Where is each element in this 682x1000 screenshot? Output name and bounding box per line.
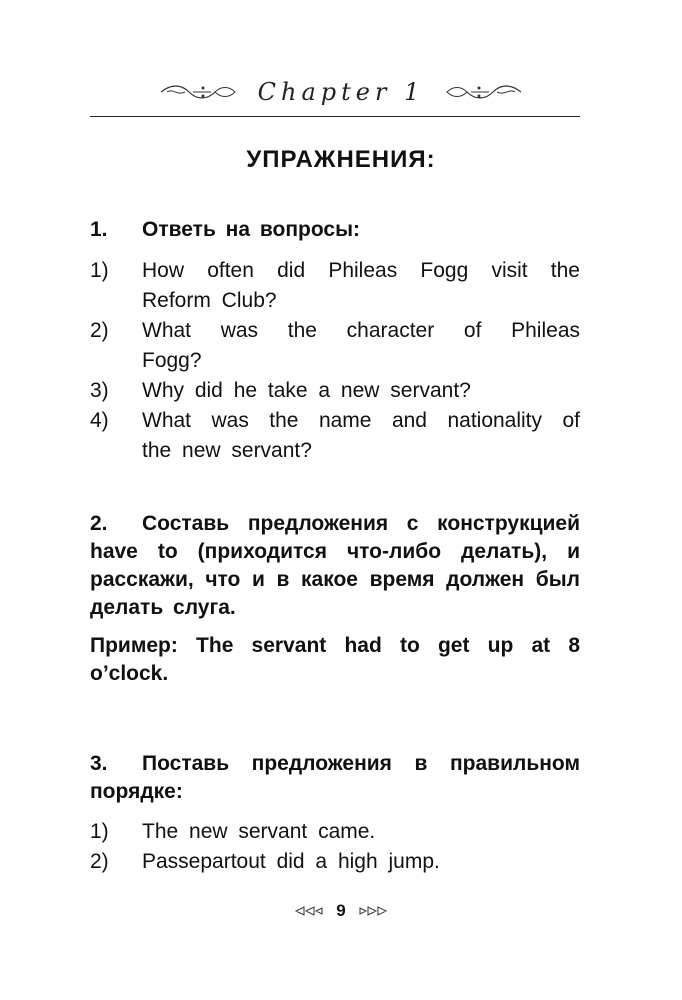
footer-right-ornament-icon (358, 905, 388, 917)
question-1-line-2: Reform Club? (142, 289, 277, 312)
question-3: 3) Why did he take a new servant? (90, 379, 471, 402)
exercise-3-text: 3. Поставь предложения в правильном порядке: (90, 752, 580, 803)
exercise-2-number: 2. (90, 512, 108, 535)
question-1-line-1: 1) How often did Phileas Fogg visit the (90, 259, 580, 282)
sentence-1: 1) The new servant came. (90, 820, 376, 843)
exercise-3-sentences (90, 817, 580, 877)
question-2-line-1: 2) What was the character of Phileas (90, 319, 580, 342)
header-rule (90, 116, 580, 117)
right-ornament-icon (443, 82, 523, 102)
exercise-2-example: Пример: The servant had to get up at 8 o’clock. (90, 634, 580, 685)
page-title: УПРАЖНЕНИЯ: (246, 146, 436, 173)
left-ornament-icon (159, 82, 239, 102)
exercise-1-questions (90, 256, 580, 466)
sentence-2: 2) Passepartout did a high jump. (90, 850, 440, 873)
question-4-line-1: 4) What was the name and nationality of (90, 409, 580, 432)
chapter-label: Chapter 1 (257, 78, 425, 106)
exercise-1-title: Ответь на вопросы: (142, 218, 361, 241)
exercise-3-number: 3. (90, 752, 108, 775)
running-header (0, 78, 682, 118)
footer-left-ornament-icon (294, 905, 324, 917)
question-4-line-2: the new servant? (142, 439, 312, 462)
page-footer (0, 900, 682, 921)
question-2-line-2: Fogg? (142, 349, 202, 372)
exercise-2-text: 2. Составь предложения с конструкцией have to (приходится что-либо делать), и расскажи, что и в какое время должен был делать слуга. (90, 512, 580, 619)
page-number: 9 (336, 900, 346, 920)
exercise-1-number: 1. (90, 218, 108, 241)
exercise-1-heading (90, 215, 580, 244)
